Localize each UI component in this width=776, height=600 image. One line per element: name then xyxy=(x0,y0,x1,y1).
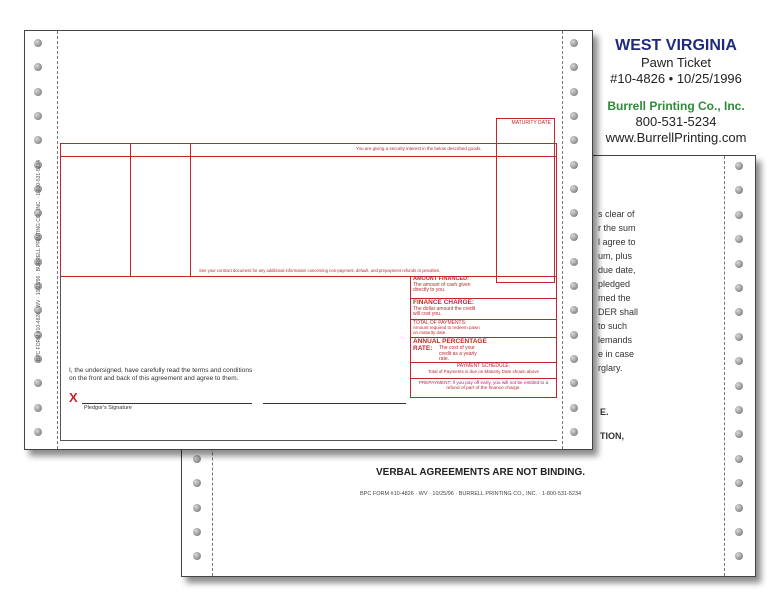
apr-title: ANNUAL PERCENTAGE RATE: xyxy=(413,338,487,352)
feed-hole xyxy=(34,136,42,144)
feed-hole xyxy=(735,333,743,341)
feed-hole xyxy=(570,282,578,290)
amount-financed-title: AMOUNT FINANCED: xyxy=(413,276,469,282)
company-phone: 800-531-5234 xyxy=(635,114,717,129)
back-right-perforation xyxy=(724,156,725,576)
company-name: Burrell Printing Co., Inc. xyxy=(607,99,745,113)
verbal-agreements-notice: VERBAL AGREEMENTS ARE NOT BINDING. xyxy=(376,467,586,478)
feed-hole xyxy=(193,479,201,487)
apr-cell xyxy=(411,337,556,362)
feed-hole xyxy=(570,233,578,241)
feed-hole xyxy=(570,185,578,193)
back-fragment: um, plus xyxy=(598,251,633,261)
apr-sub: The cost of your credit as a yearly rate. xyxy=(439,345,477,362)
feed-hole xyxy=(193,504,201,512)
feed-hole xyxy=(735,479,743,487)
agreement-line-2: on the front and back of this agreement and agree to them. xyxy=(69,375,239,383)
total-payments-sub: Amount required to redeem pawn on maturity date. xyxy=(413,325,480,335)
back-fragment: rglary. xyxy=(598,363,623,373)
second-signature-line[interactable] xyxy=(263,403,406,404)
prepayment-text: PREPAYMENT: If you pay off early, you will not be entitled to a refund of part of the finance charge. xyxy=(418,380,549,391)
maturity-date-label: MATURITY DATE xyxy=(511,120,551,126)
back-bold-fragment-1: E. xyxy=(600,407,609,417)
finance-charge-title: FINANCE CHARGE: xyxy=(413,299,475,306)
header-divider xyxy=(61,156,556,157)
company-website[interactable]: www.BurrellPrinting.com xyxy=(605,130,747,145)
back-fragment: to such xyxy=(598,321,628,331)
feed-hole xyxy=(193,528,201,536)
agreement-line-1: I, the undersigned, have carefully read the terms and conditions xyxy=(69,367,253,374)
contract-note: See your contract document for any additional information concerning non-payment, default, and prepayment refunds or penalties. xyxy=(199,268,441,273)
pledgor-signature-line[interactable] xyxy=(82,403,252,404)
total-payments-cell xyxy=(411,319,556,337)
feed-hole xyxy=(735,382,743,390)
payment-schedule-sub: Total of Payments is due on Maturity Date shown above xyxy=(427,368,540,374)
feed-hole xyxy=(735,406,743,414)
side-form-number: BPC FORM #10-4826 · WV · 10/25/96 · BURRELL PRINTING CO., INC. · 1-800-531-5234 xyxy=(36,160,42,361)
feed-hole xyxy=(570,306,578,314)
back-fragment: due date, xyxy=(598,265,636,275)
feed-hole xyxy=(570,258,578,266)
feed-hole xyxy=(735,162,743,170)
feed-hole xyxy=(570,63,578,71)
payment-schedule-cell xyxy=(411,362,556,378)
back-form-footer: BPC FORM #10-4826 · WV · 10/25/96 · BURRELL PRINTING CO., INC. · 1-800-531-5234 xyxy=(360,491,582,497)
column-divider-3 xyxy=(496,144,497,276)
disclosure-box xyxy=(410,276,557,398)
feed-hole xyxy=(735,552,743,560)
feed-hole xyxy=(735,455,743,463)
back-fragment: s clear of xyxy=(598,209,635,219)
feed-hole xyxy=(34,379,42,387)
feed-hole xyxy=(735,186,743,194)
x-mark: X xyxy=(69,390,78,405)
feed-hole xyxy=(34,112,42,120)
payment-schedule-title: PAYMENT SCHEDULE: xyxy=(456,363,511,369)
feed-hole xyxy=(735,260,743,268)
feed-hole xyxy=(570,88,578,96)
back-fragment: med the xyxy=(598,293,631,303)
feed-hole xyxy=(570,428,578,436)
feed-hole xyxy=(735,528,743,536)
back-fragment: r the sum xyxy=(598,223,636,233)
finance-charge-sub: The dollar amount the credit will cost you. xyxy=(413,305,476,317)
form-number-date: #10-4826 • 10/25/1996 xyxy=(610,71,742,86)
feed-hole xyxy=(193,552,201,560)
feed-hole xyxy=(735,308,743,316)
front-sheet xyxy=(24,30,593,450)
item-description-box xyxy=(60,143,557,277)
feed-hole xyxy=(735,504,743,512)
back-fragment: pledged xyxy=(598,279,631,289)
back-fragment: lemands xyxy=(598,335,633,345)
feed-hole xyxy=(34,88,42,96)
feed-hole xyxy=(34,428,42,436)
feed-hole xyxy=(570,379,578,387)
finance-charge-cell xyxy=(411,298,556,319)
feed-hole xyxy=(735,284,743,292)
feed-hole xyxy=(570,404,578,412)
feed-hole xyxy=(34,63,42,71)
feed-hole xyxy=(34,404,42,412)
feed-hole xyxy=(193,455,201,463)
feed-hole xyxy=(570,136,578,144)
amount-financed-sub: The amount of cash given directly to you. xyxy=(413,281,471,293)
security-interest-text: You are giving a security interest in the below described goods. xyxy=(356,146,482,151)
feed-hole xyxy=(34,39,42,47)
feed-hole xyxy=(570,39,578,47)
front-left-perforation xyxy=(57,31,58,449)
column-divider-1 xyxy=(130,144,131,276)
front-right-perforation xyxy=(562,31,563,449)
header-block xyxy=(595,36,757,146)
feed-hole xyxy=(570,112,578,120)
back-bold-fragment-2: TION, xyxy=(600,431,624,441)
total-payments-title: TOTAL OF PAYMENTS: xyxy=(413,320,467,326)
form-type: Pawn Ticket xyxy=(640,55,712,70)
amount-financed-cell xyxy=(411,276,556,298)
back-fragment: DER shall xyxy=(598,307,639,317)
pledgor-signature-label: Pledgor's Signature xyxy=(84,405,132,411)
feed-hole xyxy=(570,209,578,217)
column-divider-2 xyxy=(190,144,191,276)
prepayment-cell xyxy=(411,378,556,398)
state-title: WEST VIRGINIA xyxy=(615,37,737,54)
feed-hole xyxy=(735,430,743,438)
feed-hole xyxy=(570,355,578,363)
back-fragment: l agree to xyxy=(598,237,636,247)
feed-hole xyxy=(735,357,743,365)
agreement-text xyxy=(69,367,252,383)
feed-hole xyxy=(570,331,578,339)
feed-hole xyxy=(735,235,743,243)
feed-hole xyxy=(570,161,578,169)
feed-hole xyxy=(735,211,743,219)
back-fragment: e in case xyxy=(598,349,635,359)
